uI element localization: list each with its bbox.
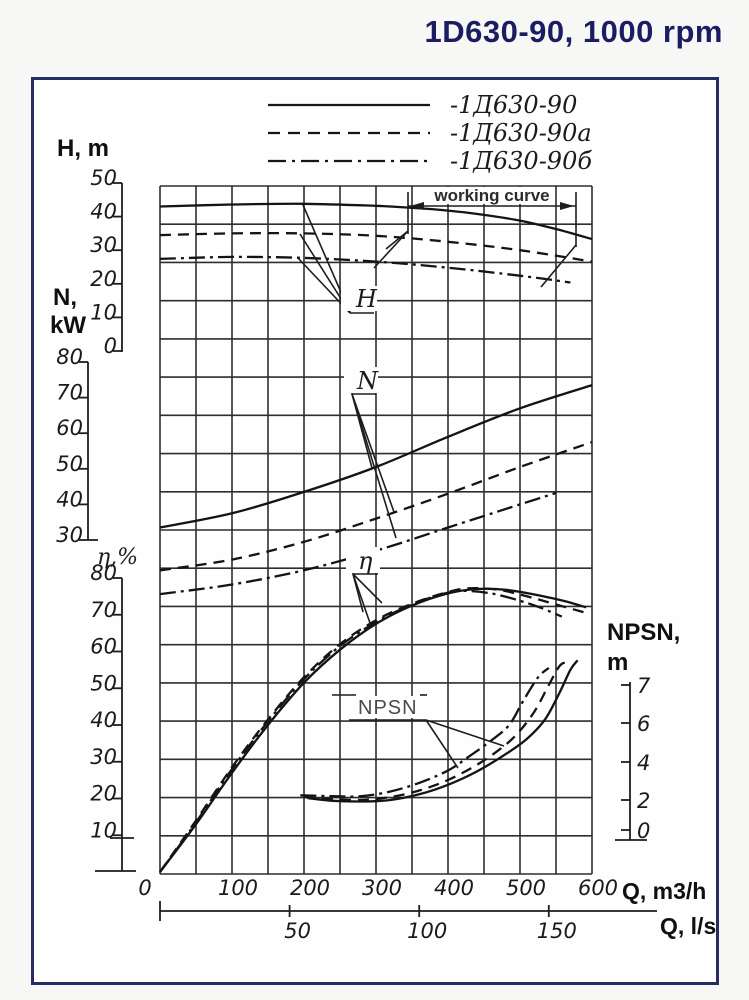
head-curve-dashdot xyxy=(160,257,570,283)
npsn-tick-label: 4 xyxy=(637,751,651,775)
ls-tick-label: 100 xyxy=(407,919,448,943)
x-tick-label: 400 xyxy=(433,876,475,900)
legend-label-solid: -1Д630-90 xyxy=(450,91,578,119)
legend-label-dashdot: -1Д630-90б xyxy=(450,147,592,175)
h-axis-title: H, m xyxy=(57,135,110,162)
ls-tick-label: 50 xyxy=(284,919,311,943)
labels xyxy=(50,91,716,939)
npsn-curve-solid xyxy=(308,660,578,801)
eta-tick-label: 50 xyxy=(90,671,117,696)
n-axis-title-line1: N, xyxy=(53,284,77,311)
npsn-tick-label: 0 xyxy=(637,819,651,843)
eta-tick-label: 20 xyxy=(90,781,117,806)
x-tick-label: 600 xyxy=(577,876,619,900)
eta-tick-label: 80 xyxy=(90,561,117,585)
annotation-line xyxy=(353,574,371,626)
chart-title: 1D630-90, 1000 rpm xyxy=(424,14,723,49)
npsn-axis-title-line2: m xyxy=(607,649,629,676)
x-tick-label: 300 xyxy=(361,876,403,900)
eta-tick-label: 10 xyxy=(90,818,117,843)
h-tick-label: 20 xyxy=(90,266,117,291)
ls-tick-label: 150 xyxy=(536,919,577,943)
eta-tick-label: 70 xyxy=(90,597,117,622)
head-curve-label: H xyxy=(356,285,377,313)
npsn-axis-title-line1: NPSN, xyxy=(607,619,681,646)
npsn-curve-label: NPSN xyxy=(358,697,418,719)
n-tick-label: 30 xyxy=(56,523,83,547)
n-tick-label: 70 xyxy=(56,380,83,405)
n-axis-title-line2: kW xyxy=(50,312,86,339)
h-tick-label: 50 xyxy=(90,166,117,190)
h-tick-label: 10 xyxy=(90,300,117,325)
n-tick-label: 50 xyxy=(56,451,83,476)
npsn-tick-label: 6 xyxy=(637,712,651,736)
eta-tick-label: 40 xyxy=(90,708,117,732)
annotation-line xyxy=(426,720,504,746)
eta-tick-label: 30 xyxy=(90,744,117,769)
power-curve-label: N xyxy=(357,367,378,395)
n-tick-label: 40 xyxy=(56,487,83,512)
working-curve-label: working curve xyxy=(434,186,550,205)
npsn-curve-dashdot xyxy=(300,668,548,797)
x-tick-label: 200 xyxy=(289,876,331,900)
x-axis-secondary-title: Q, l/s xyxy=(660,913,717,939)
h-tick-label: 40 xyxy=(90,199,117,224)
legend-label-dashed: -1Д630-90а xyxy=(450,119,592,147)
npsn-tick-label: 7 xyxy=(637,674,651,698)
eta-axis-title: η,% xyxy=(97,545,139,570)
x-axis-title: Q, m3/h xyxy=(622,878,707,904)
efficiency-curve-label: η xyxy=(358,547,373,575)
h-tick-label: 0 xyxy=(103,334,117,358)
efficiency-curve-solid xyxy=(160,589,586,872)
legend xyxy=(268,91,592,175)
npsn-tick-label: 2 xyxy=(637,789,651,813)
n-tick-label: 80 xyxy=(56,345,83,369)
eta-tick-label: 60 xyxy=(90,634,117,659)
x-tick-label: 0 xyxy=(138,876,152,900)
dimension-arrow-right xyxy=(560,202,574,210)
annotation-line xyxy=(426,720,458,768)
n-tick-label: 60 xyxy=(56,416,83,441)
x-tick-label: 100 xyxy=(217,876,259,900)
h-tick-label: 30 xyxy=(90,233,117,258)
efficiency-curve-dashed xyxy=(160,588,586,872)
x-tick-label: 500 xyxy=(505,876,547,900)
